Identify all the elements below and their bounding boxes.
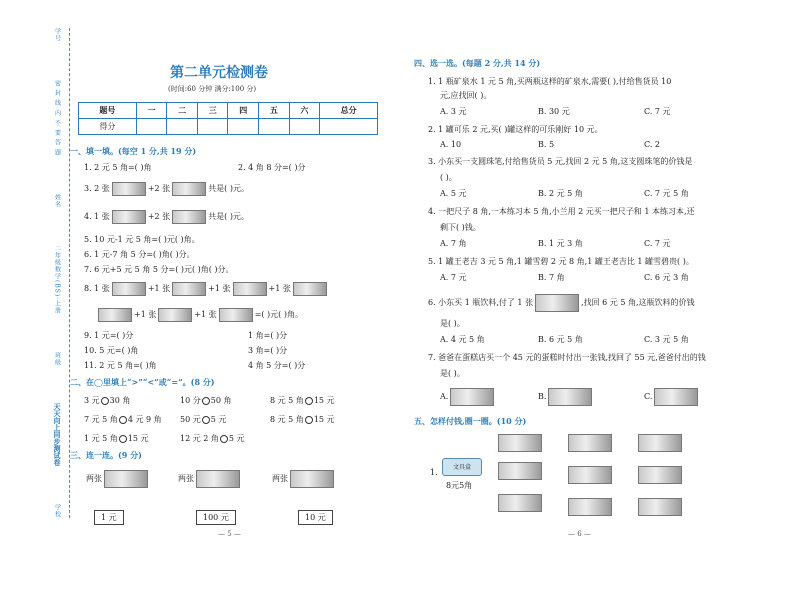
score-input-cell[interactable] [228, 119, 259, 135]
s1-q8-text: +1 张 [208, 284, 231, 293]
s5-group1 [496, 494, 544, 512]
compare-left: 7 元 5 角 [84, 415, 118, 424]
compare-circle[interactable] [220, 435, 228, 443]
s4-q7-opt-a[interactable] [440, 388, 496, 406]
strip-name-label: 姓名 [53, 193, 61, 208]
compare-right: 5 元 [228, 434, 245, 443]
page-number-right: — 6 — [568, 530, 591, 538]
score-cell: 二 [167, 103, 198, 119]
s2-row3b [180, 433, 245, 444]
s5-group3 [636, 434, 684, 452]
banknote-icon [196, 470, 240, 488]
score-cell: 总分 [320, 103, 378, 119]
s2-row1b [180, 395, 231, 406]
s4-q7-opt-c[interactable] [644, 388, 700, 406]
s1-q8-text: +1 张 [147, 284, 171, 293]
score-input-cell[interactable] [289, 119, 320, 135]
score-cell: 四 [228, 103, 259, 119]
score-input-cell[interactable] [167, 119, 198, 135]
compare-circle[interactable] [101, 397, 109, 405]
s4-q5-opt-a[interactable]: A. 7 元 [440, 273, 467, 282]
s4-q2-opt-c[interactable]: C. 2 [644, 140, 661, 149]
s1-q8-text: =( )元( )角。 [254, 310, 303, 319]
banknote-icon [104, 470, 148, 488]
banknote-icon [219, 308, 253, 322]
s1-q8-text: 8. 1 张 [84, 284, 110, 293]
s4-q6-text: ,找回 6 元 5 角,这瓶饮料的价钱 [581, 298, 695, 307]
compare-left: 8 元 5 角 [270, 396, 304, 405]
s3-two-label: 两张 [272, 474, 288, 483]
s1-q10b: 3 角=( )分 [248, 346, 288, 355]
s4-q2: 2. 1 罐可乐 2 元,买( )罐这样的可乐刚好 10 元。 [428, 125, 603, 134]
s3-two-label: 两张 [86, 474, 102, 483]
s4-q4a: 4. 一把尺子 8 角,一本练习本 5 角,小兰用 2 元买一把尺子和 1 本练习本,还 [428, 207, 695, 216]
s1-q8-line2 [96, 308, 303, 322]
score-cell: 五 [259, 103, 290, 119]
score-input-cell[interactable] [259, 119, 290, 135]
banknote-icon [158, 308, 192, 322]
s4-q1a: 1. 1 瓶矿泉水 1 元 5 角,买两瓶这样的矿泉水,需要( ),付给售货员 10 [428, 77, 672, 86]
s1-q1: 1. 2 元 5 角=( )角 [84, 163, 152, 172]
s3-item1 [86, 470, 150, 488]
score-input-cell[interactable] [136, 119, 167, 135]
s4-q1-opt-a[interactable]: A. 3 元 [440, 107, 467, 116]
s1-q4-text: 4. 1 张 [84, 212, 110, 221]
s3-option-box[interactable]: 100 元 [196, 510, 236, 525]
option-label: B. [538, 392, 547, 401]
s1-q3-text: +2 张 [147, 184, 171, 193]
s1-q8-text: +1 张 [268, 284, 291, 293]
banknote-icon[interactable] [498, 462, 542, 480]
compare-right: 5 元 [210, 415, 227, 424]
s1-q2: 2. 4 角 8 分=( )分 [238, 163, 306, 172]
s5-group1 [496, 434, 544, 452]
s4-q1b: 元,应找回( )。 [440, 91, 492, 100]
s4-q4-opt-b[interactable]: B. 1 元 3 角 [538, 239, 583, 248]
s1-q4-text: +2 张 [147, 212, 171, 221]
banknote-icon[interactable] [498, 434, 542, 452]
s4-q7b: 是( )。 [440, 369, 465, 378]
banknote-icon[interactable] [638, 434, 682, 452]
compare-circle[interactable] [305, 397, 313, 405]
banknote-icon[interactable] [638, 466, 682, 484]
s3-option3[interactable] [298, 510, 333, 525]
s4-q6c: 是( )。 [440, 319, 465, 328]
s3-item3 [272, 470, 336, 488]
s4-q6-opt-c[interactable]: C. 3 元 5 角 [644, 335, 689, 344]
compare-right: 15 元 [313, 415, 335, 424]
banknote-icon [112, 182, 146, 196]
s4-q3-opt-c[interactable]: C. 7 元 5 角 [644, 189, 689, 198]
score-cell: 一 [136, 103, 167, 119]
strip-number-label: 学号 [53, 28, 61, 42]
compare-left: 3 元 [84, 396, 100, 405]
s1-q3-text: 共是( )元。 [208, 184, 249, 193]
s4-q6-opt-a[interactable]: A. 4 元 5 角 [440, 335, 485, 344]
banknote-icon [548, 388, 592, 406]
section4-title: 四、选一选。(每题 2 分,共 14 分) [414, 58, 541, 68]
s1-q3 [84, 182, 249, 196]
s3-item2 [178, 470, 242, 488]
page-subtitle: (时间:60 分钟 满分:100 分) [168, 85, 257, 93]
banknote-icon [535, 294, 579, 312]
compare-left: 1 元 5 角 [84, 434, 118, 443]
score-cell: 六 [289, 103, 320, 119]
banknote-icon[interactable] [638, 498, 682, 516]
s4-q4-opt-a[interactable]: A. 7 角 [440, 239, 467, 248]
s4-q6-text: 6. 小东买 1 瓶饮料,付了 1 张 [428, 298, 534, 307]
section3-title: 三、连一连。(9 分) [70, 450, 142, 460]
s4-q6-opt-b[interactable]: B. 6 元 5 角 [538, 335, 583, 344]
compare-right: 4 元 9 角 [127, 415, 162, 424]
s5-group3 [636, 466, 684, 484]
s1-q11b: 4 角 5 分=( )分 [248, 361, 306, 370]
s2-row2c [270, 414, 335, 425]
s1-q5: 5. 10 元-1 元 5 角=( )元( )角。 [84, 235, 200, 244]
banknote-icon[interactable] [568, 498, 612, 516]
s4-q3-opt-a[interactable]: A. 5 元 [440, 189, 467, 198]
score-cell: 题号 [79, 103, 137, 119]
s1-q9b: 1 角=( )分 [248, 331, 288, 340]
s3-option2[interactable] [196, 510, 236, 525]
s5-group1 [496, 462, 544, 480]
banknote-icon[interactable] [498, 494, 542, 512]
strip-book-title: 天天向上同步测试卷 [53, 403, 62, 467]
banknote-icon [654, 388, 698, 406]
s3-two-label: 两张 [178, 474, 194, 483]
banknote-icon [290, 470, 334, 488]
s1-q6: 6. 1 元-7 角 5 分=( )角( )分。 [84, 250, 195, 259]
banknote-icon [98, 308, 132, 322]
strip-seal-text: 密 封 线 内 不 要 答 题 [53, 79, 61, 156]
s1-q8-text: +1 张 [194, 310, 217, 319]
s5-price: 8元5角 [446, 481, 473, 490]
score-table [78, 102, 378, 135]
compare-left: 10 分 [180, 396, 201, 405]
compare-right: 15 元 [313, 396, 335, 405]
s4-q5: 5. 1 罐王老吉 3 元 5 角,1 罐雪碧 2 元 8 角,1 罐王老吉比 1 罐雪碧贵( )。 [428, 257, 694, 266]
section1-title: 一、填一填。(每空 1 分,共 19 分) [70, 146, 197, 156]
score-table-score-row [79, 119, 378, 135]
s1-q11a: 11. 2 元 5 角=( )角 [84, 361, 157, 370]
compare-circle[interactable] [119, 435, 127, 443]
s4-q2-opt-b[interactable]: B. 5 [538, 140, 555, 149]
s2-row2a [84, 414, 162, 425]
score-cell: 三 [197, 103, 228, 119]
s4-q1-opt-c[interactable]: C. 7 元 [644, 107, 671, 116]
s4-q5-opt-b[interactable]: B. 7 角 [538, 273, 565, 282]
score-input-cell[interactable] [320, 119, 378, 135]
option-label: C. [644, 392, 653, 401]
compare-circle[interactable] [202, 397, 210, 405]
s4-q6a [428, 294, 695, 312]
s3-option-box[interactable]: 10 元 [298, 510, 333, 525]
s2-row1a [84, 395, 130, 406]
s4-q3-opt-b[interactable]: B. 2 元 5 角 [538, 189, 583, 198]
page-number-left: — 5 — [218, 530, 241, 538]
compare-circle[interactable] [202, 416, 210, 424]
section5-title: 五、怎样付钱,圈一圈。(10 分) [414, 416, 527, 426]
s5-group2 [566, 434, 614, 452]
banknote-icon [233, 282, 267, 296]
compare-right: 50 角 [210, 396, 232, 405]
strip-school-label: 学校 [53, 503, 61, 518]
section2-title: 二、在◯里填上“>”“<”或“=”。(8 分) [70, 377, 215, 387]
s4-q7-opt-b[interactable] [538, 388, 594, 406]
s3-option1[interactable] [94, 510, 124, 525]
score-cell: 得分 [79, 119, 137, 135]
banknote-icon [112, 282, 146, 296]
compare-circle[interactable] [305, 416, 313, 424]
banknote-icon[interactable] [568, 434, 612, 452]
banknote-icon [172, 182, 206, 196]
compare-right: 15 元 [127, 434, 149, 443]
s4-q1-opt-b[interactable]: B. 30 元 [538, 107, 570, 116]
score-table-header-row [79, 103, 378, 119]
s3-option-box[interactable]: 1 元 [94, 510, 124, 525]
pencil-case-icon: 文具盒 [442, 458, 482, 476]
s5-item [442, 458, 482, 476]
banknote-icon [172, 210, 206, 224]
banknote-icon [112, 210, 146, 224]
compare-left: 50 元 [180, 415, 201, 424]
s2-row3a [84, 433, 149, 444]
s4-q4b: 剩下( )钱。 [440, 223, 481, 232]
s1-q8-text: +1 张 [134, 310, 157, 319]
s4-q7a: 7. 爸爸在蛋糕店买一个 45 元的蛋糕时付出一张钱,找回了 55 元,爸爸付出的钱 [428, 353, 706, 362]
banknote-icon[interactable] [568, 466, 612, 484]
s1-q3-text: 3. 2 张 [84, 184, 110, 193]
s4-q5-opt-c[interactable]: C. 6 元 3 角 [644, 273, 689, 282]
s4-q4-opt-c[interactable]: C. 7 元 [644, 239, 671, 248]
s2-row1c [270, 395, 335, 406]
s5-num: 1. [430, 468, 438, 477]
page-title: 第二单元检测卷 [170, 65, 268, 81]
compare-left: 12 元 2 角 [180, 434, 219, 443]
compare-circle[interactable] [119, 416, 127, 424]
s1-q7: 7. 6 元+5 元 5 角 5 分=( )元( )角( )分。 [84, 265, 234, 274]
compare-right: 30 角 [109, 396, 131, 405]
banknote-icon [450, 388, 494, 406]
s5-group2 [566, 466, 614, 484]
compare-left: 8 元 5 角 [270, 415, 304, 424]
s4-q2-opt-a[interactable]: A. 10 [440, 140, 462, 149]
s1-q9a: 9. 1 元=( )分 [84, 331, 134, 340]
s5-group2 [566, 498, 614, 516]
binding-strip-labels [48, 28, 66, 518]
strip-grade-text: 二年级数学(BS)·上册 [53, 245, 61, 315]
s1-q4-text: 共是( )元。 [208, 212, 249, 221]
s5-group3 [636, 498, 684, 516]
banknote-icon [172, 282, 206, 296]
strip-class-label: 班级 [53, 351, 61, 366]
s4-q3b: ( )。 [440, 173, 457, 182]
banknote-icon [293, 282, 327, 296]
option-label: A. [440, 392, 449, 401]
s1-q4 [84, 210, 249, 224]
s1-q10a: 10. 5 元=( )角 [84, 346, 139, 355]
score-input-cell[interactable] [197, 119, 228, 135]
s1-q8-line1 [84, 282, 329, 296]
s4-q3a: 3. 小东买一支圆珠笔,付给售货员 5 元,找回 2 元 5 角,这支圆珠笔的价钱是 [428, 157, 693, 166]
s2-row2b [180, 414, 226, 425]
